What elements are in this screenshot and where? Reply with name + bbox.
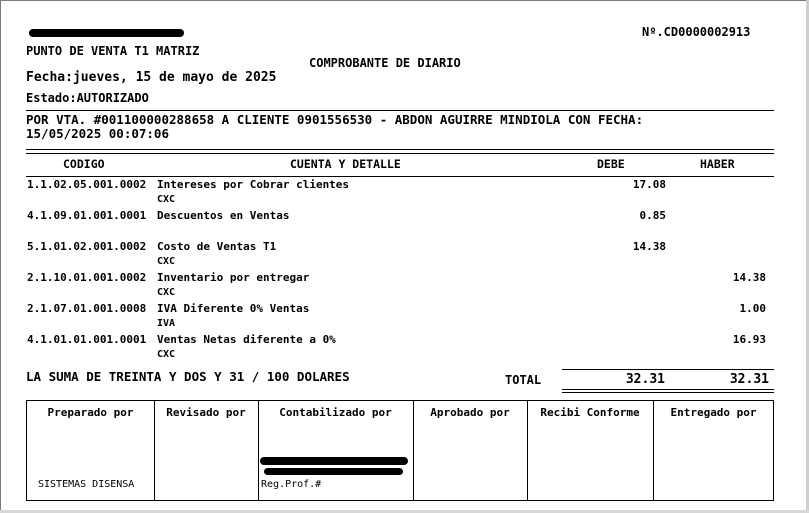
signature-table: [26, 400, 774, 501]
document-number: Nº.CD0000002913: [642, 25, 751, 39]
amount-in-words: LA SUMA DE TREINTA Y DOS Y 31 / 100 DOLARES: [26, 369, 350, 384]
row-debit: 14.38: [632, 240, 666, 253]
divider-table-top-1: [26, 149, 774, 150]
row-code: 2.1.10.01.001.0002: [27, 271, 147, 284]
row-credit: 14.38: [732, 271, 766, 284]
description-line-1: POR VTA. #001100000288658 A CLIENTE 0901556530 - ABDON AGUIRRE MINDIOLA CON FECHA:: [26, 112, 644, 127]
prepared-by-name: SISTEMAS DISENSA: [38, 479, 135, 490]
divider-table-header: [26, 176, 774, 177]
redacted-company-name: [29, 29, 184, 37]
reg-prof-label: Reg.Prof.#: [261, 479, 322, 490]
redacted-signature-id: [264, 468, 403, 475]
row-code: 4.1.01.01.001.0001: [27, 333, 147, 346]
row-account: Ventas Netas diferente a 0%: [157, 333, 336, 346]
row-account: Costo de Ventas T1: [157, 240, 277, 253]
signature-header-prepared: Preparado por: [47, 406, 134, 419]
document-date: Fecha:jueves, 15 de mayo de 2025: [26, 70, 277, 85]
row-account: Inventario por entregar: [157, 271, 310, 284]
column-header-account: CUENTA Y DETALLE: [290, 157, 401, 171]
row-detail: CXC: [157, 287, 176, 298]
total-rule-bottom-1: [562, 389, 774, 390]
row-debit: 17.08: [632, 178, 666, 191]
column-header-debit: DEBE: [597, 157, 625, 171]
row-code: 4.1.09.01.001.0001: [27, 209, 147, 222]
total-rule-top: [562, 369, 774, 370]
column-header-credit: HABER: [700, 157, 735, 171]
row-code: 1.1.02.05.001.0002: [27, 178, 147, 191]
signature-header-reviewed: Revisado por: [166, 406, 246, 419]
row-debit: 0.85: [639, 209, 666, 222]
document-status: Estado:AUTORIZADO: [26, 91, 149, 105]
total-rule-bottom-2: [562, 392, 774, 393]
row-account: IVA Diferente 0% Ventas: [157, 302, 310, 315]
row-credit: 1.00: [739, 302, 766, 315]
row-detail: IVA: [157, 318, 176, 329]
row-code: 5.1.01.02.001.0002: [27, 240, 147, 253]
row-detail: CXC: [157, 256, 176, 267]
total-debit: 32.31: [625, 372, 665, 387]
redacted-signature-name: [260, 457, 408, 465]
description-line-2: 15/05/2025 00:07:06: [26, 126, 169, 141]
row-detail: CXC: [157, 194, 176, 205]
divider-table-top-2: [26, 153, 774, 154]
divider-top: [26, 110, 774, 111]
signature-header-delivered: Entregado por: [670, 406, 757, 419]
row-code: 2.1.07.01.001.0008: [27, 302, 147, 315]
column-header-code: CODIGO: [63, 157, 105, 171]
row-account: Intereses por Cobrar clientes: [157, 178, 350, 191]
row-detail: CXC: [157, 349, 176, 360]
row-account: Descuentos en Ventas: [157, 209, 290, 222]
branch-name: PUNTO DE VENTA T1 MATRIZ: [26, 44, 200, 58]
signature-header-accounted: Contabilizado por: [279, 406, 392, 419]
row-credit: 16.93: [732, 333, 766, 346]
signature-header-received: Recibi Conforme: [540, 406, 640, 419]
total-credit: 32.31: [729, 372, 769, 387]
document-title: COMPROBANTE DE DIARIO: [309, 56, 461, 70]
total-label: TOTAL: [505, 373, 542, 387]
signature-header-approved: Aprobado por: [430, 406, 510, 419]
